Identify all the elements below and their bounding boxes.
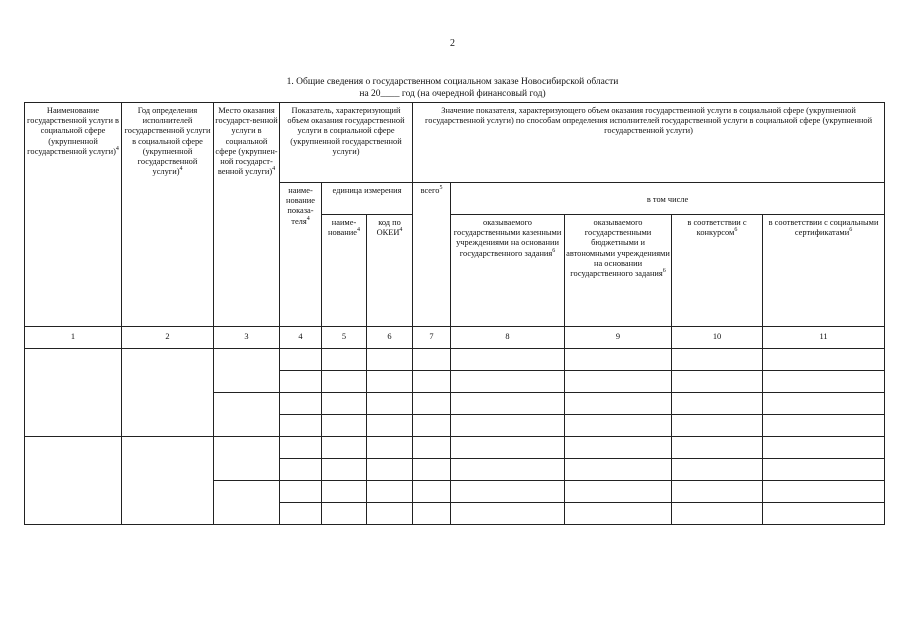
- empty-cell[interactable]: [25, 437, 122, 525]
- column-number-row: [25, 327, 885, 349]
- empty-cell[interactable]: [413, 459, 451, 481]
- page-number: 2: [450, 38, 455, 49]
- header-unit-name: наиме-нование$^4$: [322, 215, 367, 327]
- empty-cell[interactable]: [280, 415, 322, 437]
- empty-cell[interactable]: [413, 503, 451, 525]
- table-row: [25, 437, 885, 459]
- column-number: 5: [322, 327, 367, 349]
- empty-cell[interactable]: [214, 481, 280, 525]
- header-place: Место оказания государст-венной услуги в социальной сфере (укрупнен-ной государст-венной услуги)$^4$: [214, 103, 280, 327]
- empty-cell[interactable]: [367, 503, 413, 525]
- empty-cell[interactable]: [322, 459, 367, 481]
- header-value-group: Значение показателя, характеризующего объем оказания государственной услуги в социальной сфере (укрупненной государственной услуги) по способам определения исполнителей государственной услуги в социальной сфере (укрупненной государственной услуги): [413, 103, 885, 183]
- header-budget: оказываемого государственными бюджетными и автономными учреждениями на основании государственного задания$^6$: [565, 215, 672, 327]
- empty-cell[interactable]: [322, 503, 367, 525]
- empty-cell[interactable]: [280, 371, 322, 393]
- empty-cell[interactable]: [214, 349, 280, 393]
- header-service-name: Наименование государственной услуги в социальной сфере (укрупненной государственной услуги)$^4$: [25, 103, 122, 327]
- column-number: 8: [451, 327, 565, 349]
- header-total: всего$^5$: [413, 183, 451, 327]
- empty-cell[interactable]: [25, 349, 122, 437]
- header-indicator-name: наиме-нование показа-теля$^4$: [280, 183, 322, 327]
- empty-cell[interactable]: [122, 437, 214, 525]
- empty-cell[interactable]: [672, 393, 763, 415]
- empty-cell[interactable]: [322, 371, 367, 393]
- empty-cell[interactable]: [367, 481, 413, 503]
- column-number: 11: [763, 327, 885, 349]
- column-number: 2: [122, 327, 214, 349]
- empty-cell[interactable]: [763, 349, 885, 371]
- empty-cell[interactable]: [280, 349, 322, 371]
- empty-cell[interactable]: [672, 349, 763, 371]
- empty-cell[interactable]: [367, 349, 413, 371]
- empty-cell[interactable]: [280, 393, 322, 415]
- column-number: 10: [672, 327, 763, 349]
- empty-cell[interactable]: [413, 371, 451, 393]
- empty-cell[interactable]: [413, 393, 451, 415]
- empty-cell[interactable]: [672, 459, 763, 481]
- empty-cell[interactable]: [280, 437, 322, 459]
- empty-cell[interactable]: [565, 415, 672, 437]
- section-title: [0, 76, 905, 100]
- header-kazennye: оказываемого государственными казенными учреждениями на основании государственного задания$^6$: [451, 215, 565, 327]
- empty-cell[interactable]: [565, 481, 672, 503]
- title-line-2: на 20____ год (на очередной финансовый год): [359, 89, 546, 99]
- empty-cell[interactable]: [451, 481, 565, 503]
- empty-cell[interactable]: [763, 481, 885, 503]
- empty-cell[interactable]: [451, 349, 565, 371]
- empty-cell[interactable]: [672, 481, 763, 503]
- empty-cell[interactable]: [280, 481, 322, 503]
- empty-cell[interactable]: [451, 415, 565, 437]
- empty-cell[interactable]: [565, 437, 672, 459]
- empty-cell[interactable]: [672, 371, 763, 393]
- header-including: в том числе: [451, 183, 885, 215]
- empty-cell[interactable]: [214, 393, 280, 437]
- empty-cell[interactable]: [280, 503, 322, 525]
- empty-cell[interactable]: [565, 503, 672, 525]
- title-line-1: 1. Общие сведения о государственном социальном заказе Новосибирской области: [286, 77, 619, 87]
- table-row: [25, 349, 885, 371]
- empty-cell[interactable]: [451, 503, 565, 525]
- empty-cell[interactable]: [367, 393, 413, 415]
- empty-cell[interactable]: [367, 371, 413, 393]
- empty-cell[interactable]: [367, 437, 413, 459]
- header-certificates: в соответствии с социальными сертификатами$^6$: [763, 215, 885, 327]
- empty-cell[interactable]: [451, 393, 565, 415]
- header-unit-code: код по ОКЕИ$^4$: [367, 215, 413, 327]
- empty-cell[interactable]: [565, 349, 672, 371]
- empty-cell[interactable]: [367, 415, 413, 437]
- social-order-table: [24, 102, 885, 525]
- empty-cell[interactable]: [322, 415, 367, 437]
- column-number: 6: [367, 327, 413, 349]
- empty-cell[interactable]: [322, 393, 367, 415]
- column-number: 9: [565, 327, 672, 349]
- header-row-1: [25, 103, 885, 183]
- column-number: 3: [214, 327, 280, 349]
- empty-cell[interactable]: [451, 371, 565, 393]
- header-unit: единица измерения: [322, 183, 413, 215]
- empty-cell[interactable]: [413, 437, 451, 459]
- empty-cell[interactable]: [565, 459, 672, 481]
- empty-cell[interactable]: [214, 437, 280, 481]
- empty-cell[interactable]: [672, 415, 763, 437]
- column-number: 7: [413, 327, 451, 349]
- empty-cell[interactable]: [367, 459, 413, 481]
- empty-cell[interactable]: [451, 437, 565, 459]
- empty-cell[interactable]: [565, 371, 672, 393]
- header-contest: в соответствии с конкурсом$^6$: [672, 215, 763, 327]
- empty-cell[interactable]: [763, 415, 885, 437]
- empty-cell[interactable]: [280, 459, 322, 481]
- empty-cell[interactable]: [763, 371, 885, 393]
- empty-cell[interactable]: [672, 437, 763, 459]
- empty-cell[interactable]: [322, 349, 367, 371]
- empty-cell[interactable]: [763, 503, 885, 525]
- empty-cell[interactable]: [322, 481, 367, 503]
- empty-cell[interactable]: [122, 349, 214, 437]
- empty-cell[interactable]: [413, 415, 451, 437]
- column-number: 1: [25, 327, 122, 349]
- header-indicator: Показатель, характеризующий объем оказания государственной услуги в социальной сфере (укрупненной государственной услуги): [280, 103, 413, 183]
- empty-cell[interactable]: [322, 437, 367, 459]
- empty-cell[interactable]: [413, 481, 451, 503]
- empty-cell[interactable]: [763, 393, 885, 415]
- empty-cell[interactable]: [565, 393, 672, 415]
- empty-cell[interactable]: [672, 503, 763, 525]
- empty-cell[interactable]: [763, 437, 885, 459]
- header-year: Год определения исполнителей государственной услуги в социальной сфере (укрупненной государственной услуги)$^4$: [122, 103, 214, 327]
- column-number: 4: [280, 327, 322, 349]
- empty-cell[interactable]: [413, 349, 451, 371]
- empty-cell[interactable]: [451, 459, 565, 481]
- empty-cell[interactable]: [763, 459, 885, 481]
